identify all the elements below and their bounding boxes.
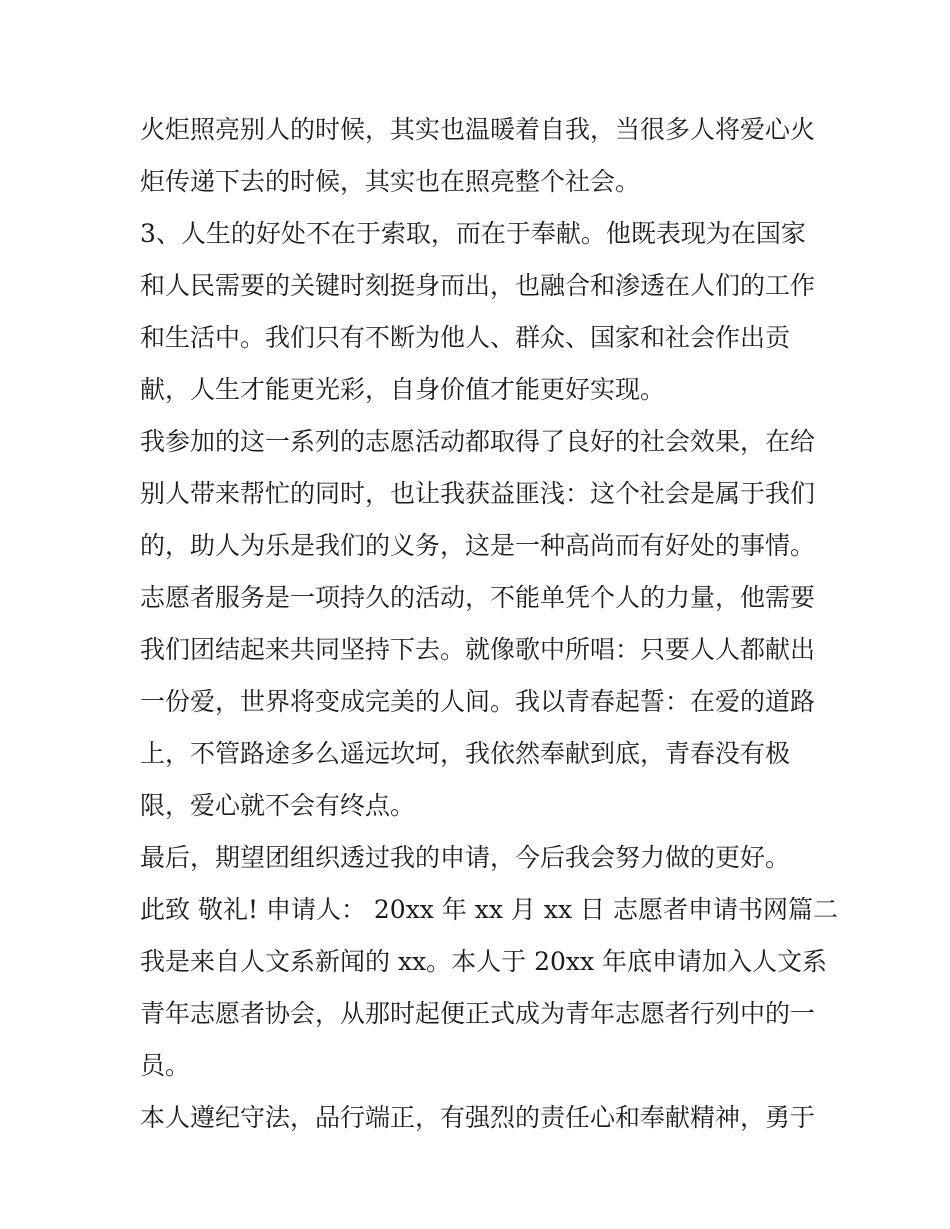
document-body	[140, 104, 838, 1144]
text-line: 我们团结起来共同坚持下去。就像歌中所唱：只要人人都献出	[140, 635, 816, 664]
text-line: 3、人生的好处不在于索取，而在于奉献。他既表现为在国家	[140, 219, 806, 248]
text-line: 我是来自人文系新闻的 xx。本人于 20xx 年底申请加入人文系	[140, 947, 828, 976]
text-line: 上，不管路途多么遥远坎坷，我依然奉献到底，青春没有极	[140, 739, 791, 768]
text-line: 最后，期望团组织透过我的申请，今后我会努力做的更好。	[140, 843, 791, 872]
text-line: 志愿者服务是一项持久的活动，不能单凭个人的力量，他需要	[140, 583, 816, 612]
text-line: 炬传递下去的时候，其实也在照亮整个社会。	[140, 167, 641, 196]
text-line: 的，助人为乐是我们的义务，这是一种高尚而有好处的事情。	[140, 531, 816, 560]
text-line: 本人遵纪守法，品行端正，有强烈的责任心和奉献精神，勇于	[140, 1103, 816, 1132]
text-line: 和人民需要的关键时刻挺身而出，也融合和渗透在人们的工作	[140, 271, 816, 300]
text-line: 火炬照亮别人的时候，其实也温暖着自我，当很多人将爱心火	[140, 115, 816, 144]
text-line: 一份爱，世界将变成完美的人间。我以青春起誓：在爱的道路	[140, 687, 816, 716]
text-line: 限，爱心就不会有终点。	[140, 791, 416, 820]
text-line: 献，人生才能更光彩，自身价值才能更好实现。	[140, 375, 666, 404]
text-line: 青年志愿者协会，从那时起便正式成为青年志愿者行列中的一	[140, 999, 816, 1028]
text-line: 别人带来帮忙的同时，也让我获益匪浅：这个社会是属于我们	[140, 479, 816, 508]
text-line: 此致 敬礼! 申请人： 20xx 年 xx 月 xx 日 志愿者申请书网篇二	[140, 895, 838, 924]
text-line: 员。	[140, 1051, 191, 1080]
text-line: 我参加的这一系列的志愿活动都取得了良好的社会效果，在给	[140, 427, 816, 456]
text-line: 和生活中。我们只有不断为他人、群众、国家和社会作出贡	[140, 323, 791, 352]
